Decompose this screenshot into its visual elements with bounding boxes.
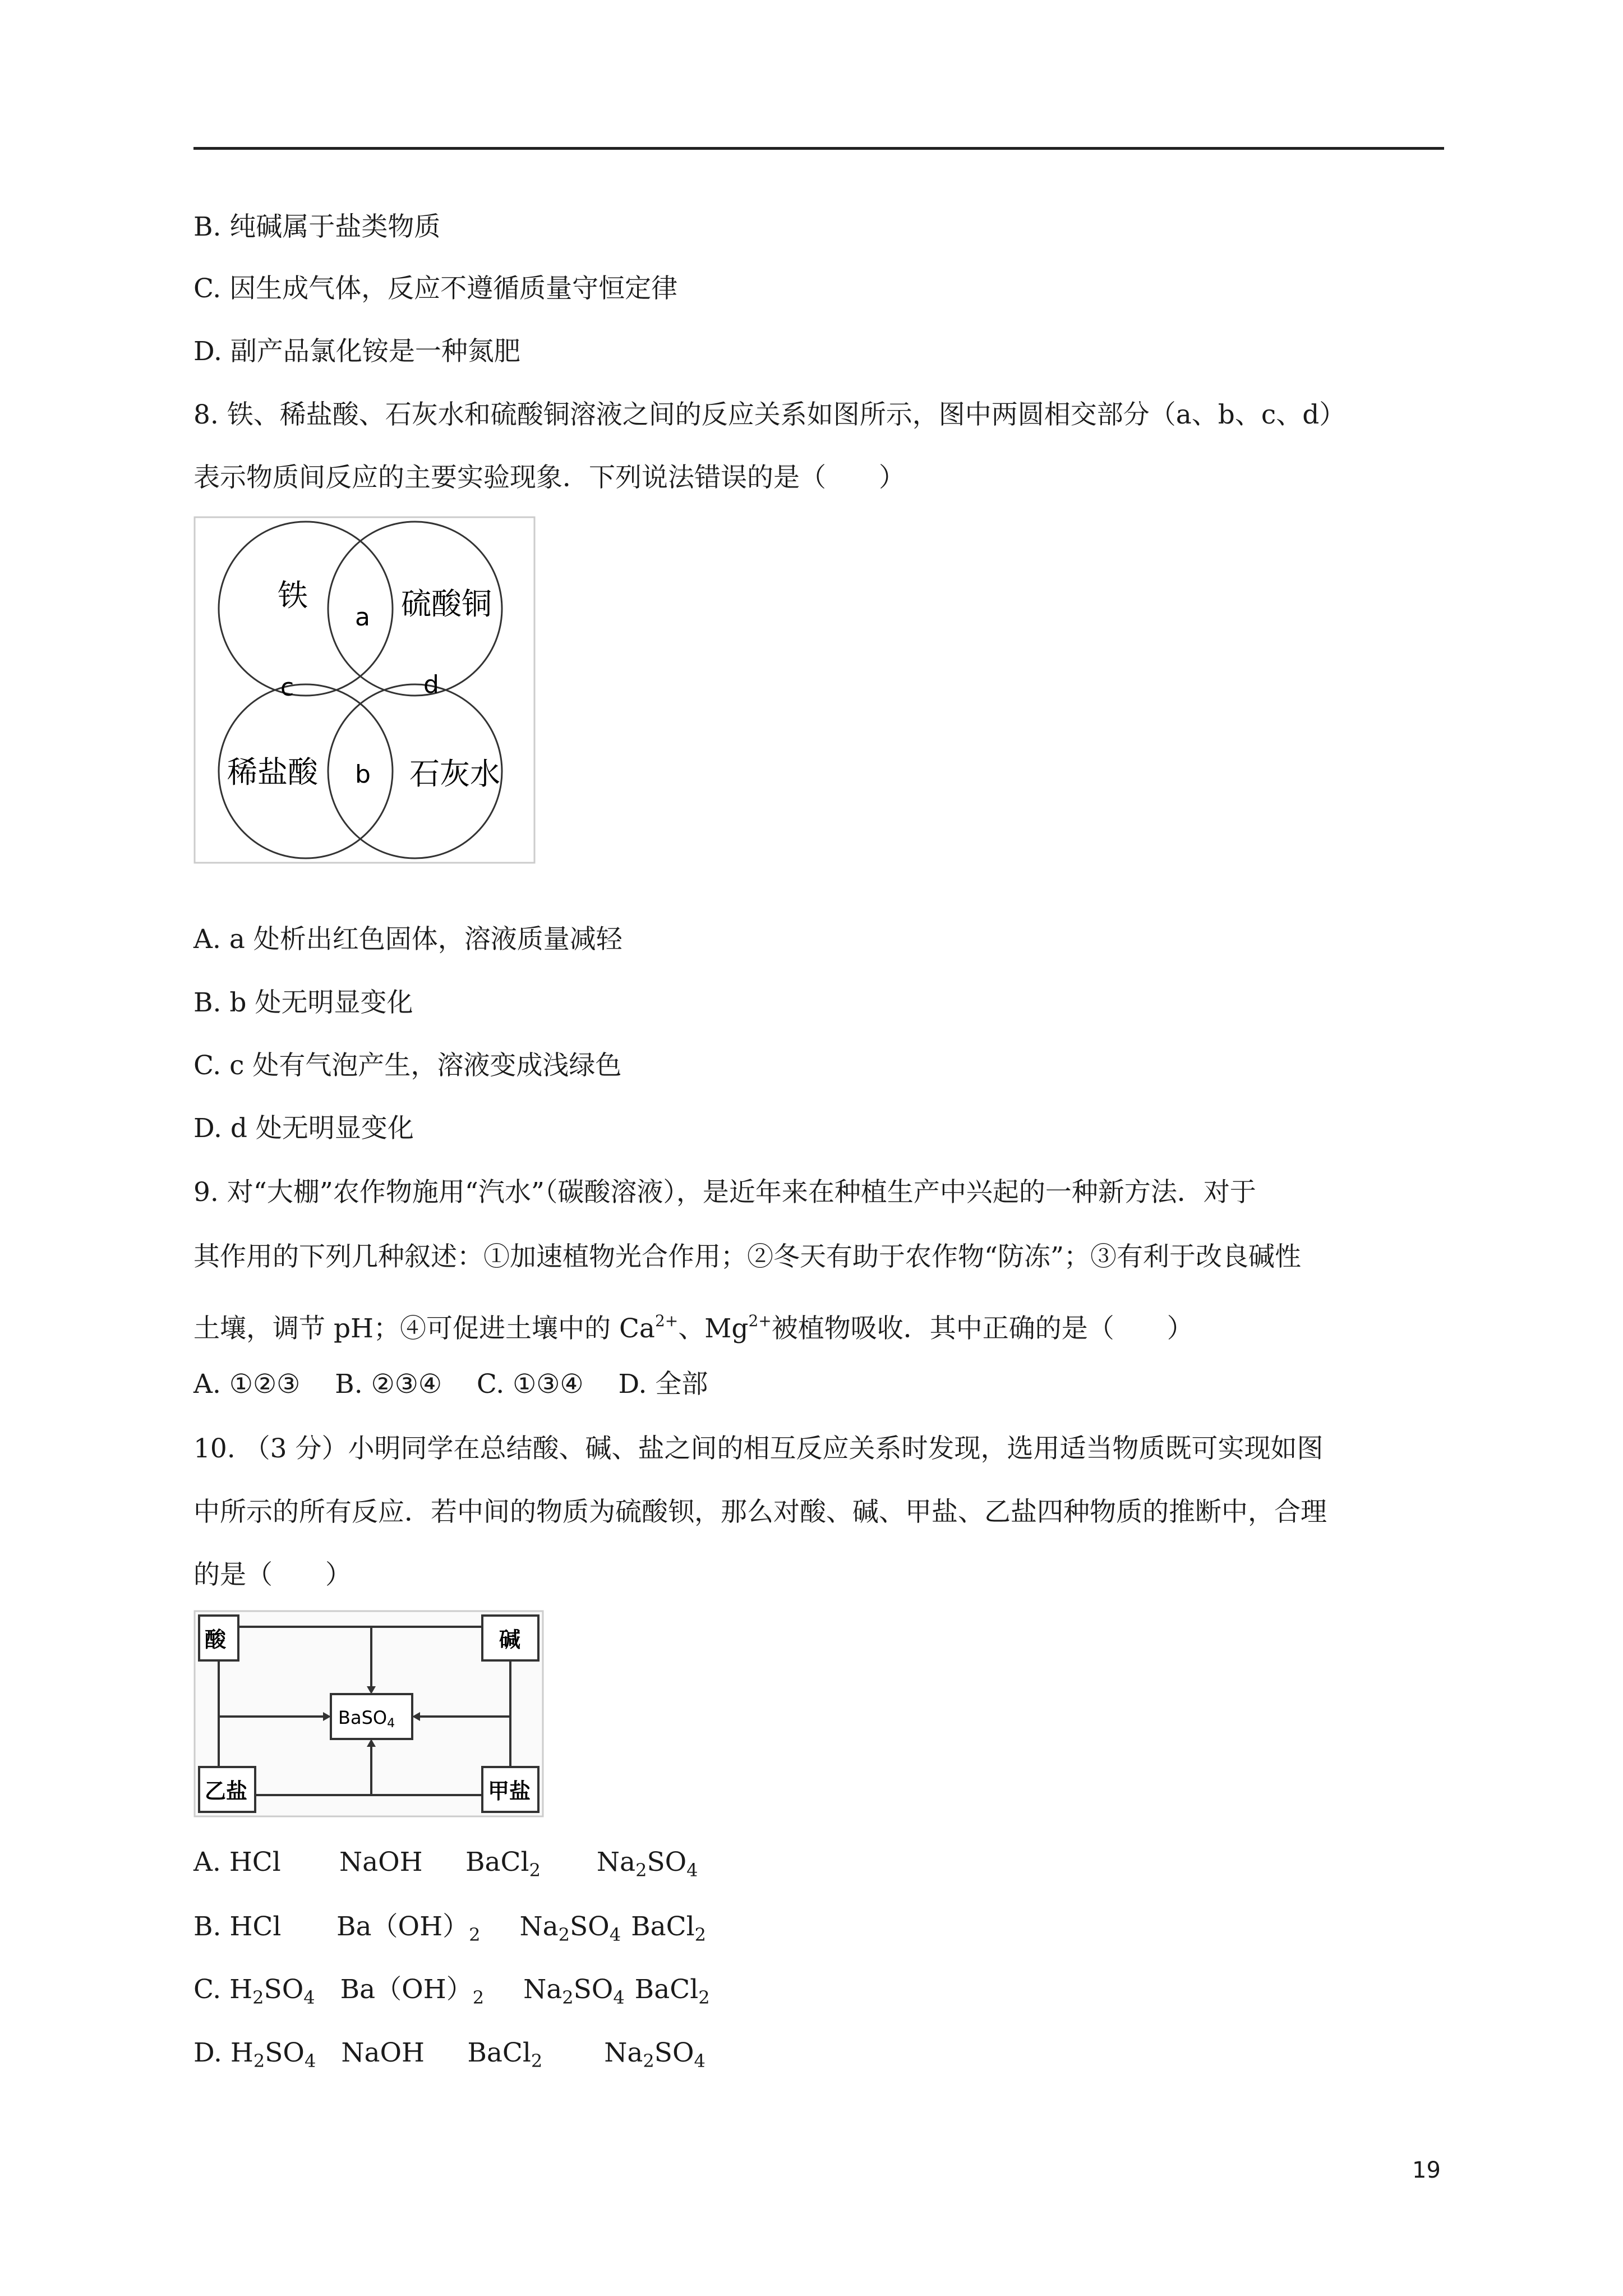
q10-option-d: D. H2SO4 NaOH BaCl2 Na2SO4 xyxy=(193,2037,706,2072)
q10-stem-line-2: 中所示的所有反应．若中间的物质为硫酸钡，那么对酸、碱、甲盐、乙盐四种物质的推断中，合理 xyxy=(193,1497,1327,1527)
q8-option-b: B. b 处无明显变化 xyxy=(193,987,413,1018)
venn-label-iron: 铁 xyxy=(278,578,308,613)
q8-option-a: A. a 处析出红色固体，溶液质量减轻 xyxy=(193,924,623,955)
q7-option-d: D. 副产品氯化铵是一种氮肥 xyxy=(193,336,520,367)
reaction-diagram xyxy=(193,1610,544,1818)
venn-label-copper-sulfate: 硫酸铜 xyxy=(401,586,492,622)
page-number: 19 xyxy=(1412,2157,1441,2183)
q7-option-c: C. 因生成气体，反应不遵循质量守恒定律 xyxy=(193,273,678,304)
venn-region-d: d xyxy=(423,670,439,699)
q10-option-b: B. HCl Ba（OH）2 Na2SO4 BaCl2 xyxy=(193,1911,706,1945)
label-salt-b: 乙盐 xyxy=(205,1779,248,1803)
label-salt-a: 甲盐 xyxy=(488,1779,531,1803)
label-barium-sulfate: BaSO4 xyxy=(338,1707,395,1731)
venn-label-hydrochloric-acid: 稀盐酸 xyxy=(227,754,318,790)
q9-stem-line-1: 9. 对“大棚”农作物施用“汽水”（碳酸溶液），是近年来在种植生产中兴起的一种新方法．对于 xyxy=(193,1177,1256,1208)
q10-stem-line-3: 的是（ ） xyxy=(193,1559,352,1590)
label-base: 碱 xyxy=(499,1627,521,1652)
header-rule xyxy=(193,147,1444,150)
q9-stem-line-3: 土壤，调节 pH；④可促进土壤中的 $Ca^{2+}$、$Mg^{2+}$被植物吸收．其中正确的是（ ） xyxy=(193,1312,1193,1344)
label-acid: 酸 xyxy=(205,1627,227,1652)
venn-diagram xyxy=(193,516,536,864)
q10-option-a: A. HCl NaOH BaCl2 Na2SO4 xyxy=(193,1847,698,1881)
venn-label-limewater: 石灰水 xyxy=(409,756,500,792)
q8-option-d: D. d 处无明显变化 xyxy=(193,1113,414,1144)
venn-region-a: a xyxy=(355,603,370,632)
q8-stem-line-1: 8. 铁、稀盐酸、石灰水和硫酸铜溶液之间的反应关系如图所示，图中两圆相交部分（a、b、c、d） xyxy=(193,399,1346,430)
q9-stem-line-2: 其作用的下列几种叙述：①加速植物光合作用；②冬天有助于农作物“防冻”；③有利于改良碱性 xyxy=(193,1241,1302,1272)
q8-option-c: C. c 处有气泡产生，溶液变成浅绿色 xyxy=(193,1050,622,1081)
q9-options: A. ①②③ B. ②③④ C. ①③④ D. 全部 xyxy=(193,1369,708,1400)
q8-stem-line-2: 表示物质间反应的主要实验现象．下列说法错误的是（ ） xyxy=(193,462,905,493)
venn-region-c: c xyxy=(280,673,294,702)
q10-stem-line-1: 10. （3 分）小明同学在总结酸、碱、盐之间的相互反应关系时发现，选用适当物质既可实现如图 xyxy=(193,1433,1324,1464)
venn-region-b: b xyxy=(355,760,371,789)
q7-option-b: B. 纯碱属于盐类物质 xyxy=(193,211,441,242)
q10-option-c: C. H2SO4 Ba（OH）2 Na2SO4 BaCl2 xyxy=(193,1974,710,2008)
